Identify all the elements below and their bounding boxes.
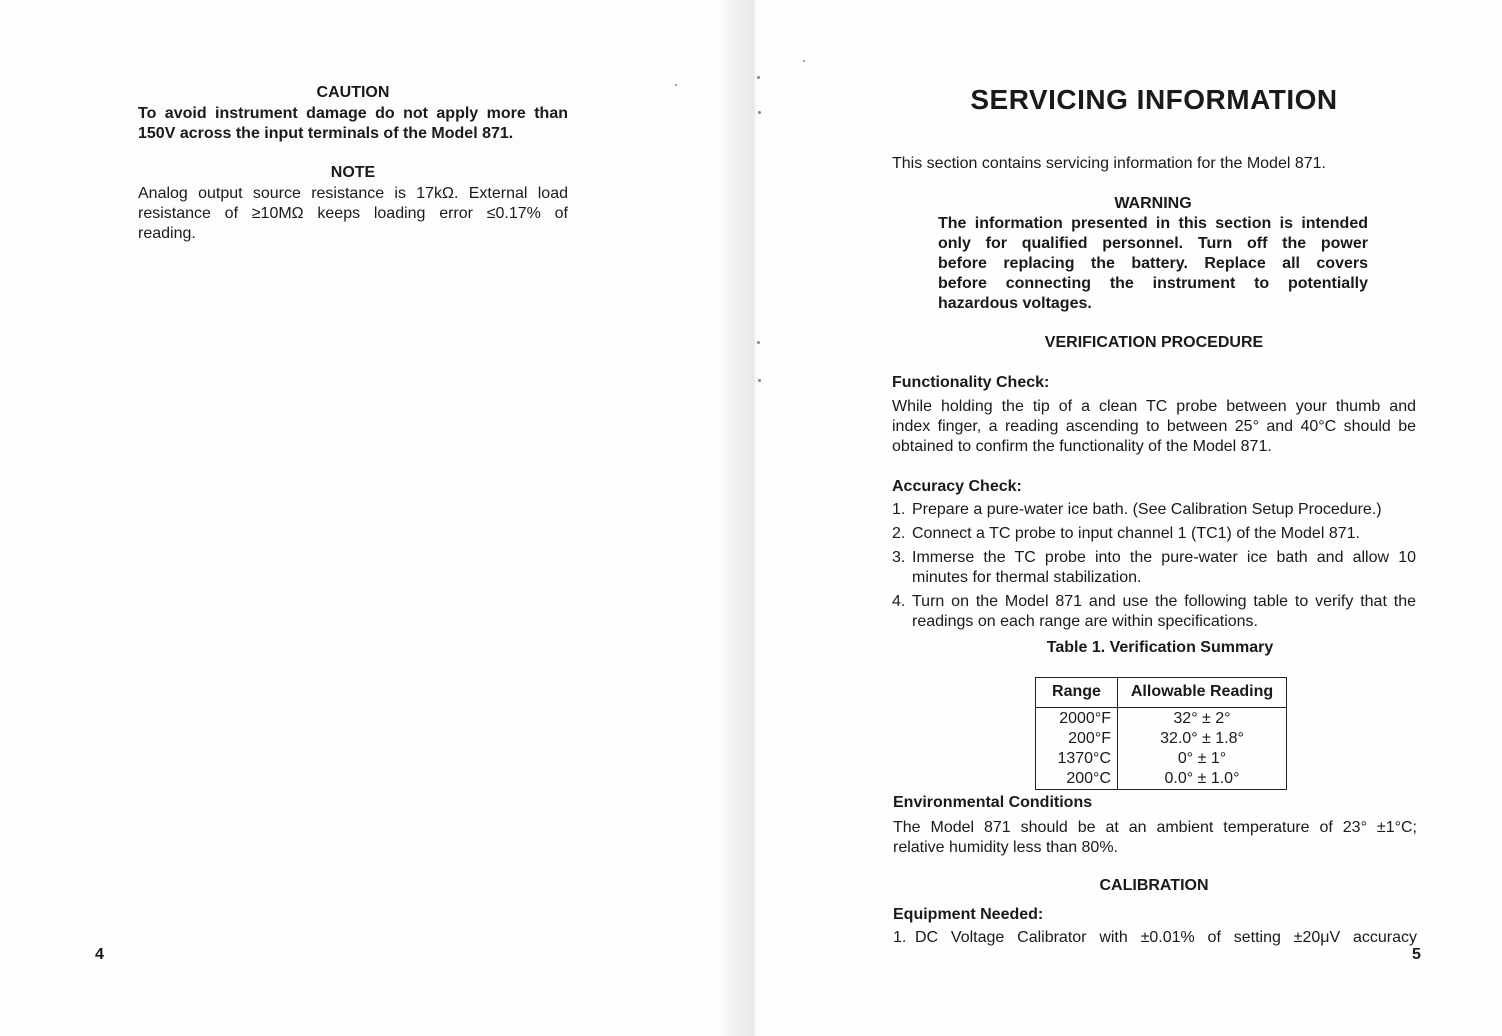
verification-heading: VERIFICATION PROCEDURE: [1044, 334, 1264, 351]
warning-line: only for qualified personnel. Turn off the power: [938, 235, 1368, 252]
step-line: minutes for thermal stabilization.: [912, 569, 1142, 586]
warning-heading: WARNING: [1114, 195, 1192, 212]
step-number: 2.: [892, 525, 906, 542]
step-line: Prepare a pure-water ice bath. (See Calibration Setup Procedure.): [912, 501, 1382, 518]
environmental-conditions-text: [893, 818, 1417, 858]
range-cell: 200°C: [1066, 770, 1111, 787]
left-page: [0, 0, 740, 1036]
verification-summary-table: [1035, 677, 1287, 790]
equipment-item-text: DC Voltage Calibrator with ±0.01% of setting ±20μV accuracy: [915, 929, 1417, 946]
step-line: Turn on the Model 871 and use the following table to verify that the: [912, 593, 1416, 610]
note-heading: NOTE: [330, 164, 376, 181]
step-number: 3.: [892, 549, 906, 566]
list-item: [892, 524, 1416, 544]
warning-line: The information presented in this section is intended: [938, 215, 1368, 232]
calibration-heading: CALIBRATION: [1099, 877, 1209, 894]
equipment-item: [893, 929, 1417, 947]
functionality-check-heading: Functionality Check:: [892, 374, 1050, 391]
functionality-line: obtained to confirm the functionality of the Model 871.: [892, 438, 1272, 455]
equipment-item-number: 1.: [893, 929, 907, 946]
page-number-right: 5: [1412, 946, 1421, 963]
functionality-line: index finger, a reading ascending to between 25° and 40°C should be: [892, 418, 1416, 435]
step-line: Immerse the TC probe into the pure-water ice bath and allow 10: [912, 549, 1416, 566]
range-cell: 2000°F: [1059, 710, 1111, 727]
equipment-needed-heading: Equipment Needed:: [893, 906, 1044, 923]
note-text: [138, 184, 568, 244]
note-line: resistance of ≥10MΩ keeps loading error ≤0.17% of: [138, 205, 568, 222]
accuracy-check-heading: Accuracy Check:: [892, 478, 1022, 495]
step-text: [912, 548, 1416, 588]
intro-text: This section contains servicing information for the Model 871.: [892, 155, 1326, 172]
page-title: SERVICING INFORMATION: [970, 84, 1338, 115]
step-number: 1.: [892, 501, 906, 518]
table-row: [1036, 770, 1286, 790]
list-item: [892, 548, 1416, 588]
caution-heading: CAUTION: [316, 84, 390, 101]
step-line: Connect a TC probe to input channel 1 (TC1) of the Model 871.: [912, 525, 1360, 542]
environmental-line: relative humidity less than 80%.: [893, 839, 1118, 856]
note-line: Analog output source resistance is 17kΩ. External load: [138, 185, 568, 202]
environmental-line: The Model 871 should be at an ambient temperature of 23° ±1°C;: [893, 819, 1417, 836]
table-row: [1036, 750, 1286, 770]
accuracy-steps-list: [892, 500, 1416, 636]
table-header-range: Range: [1052, 683, 1101, 700]
caution-line: 150V across the input terminals of the Model 871.: [138, 125, 514, 142]
warning-line: before replacing the battery. Replace all covers: [938, 255, 1368, 272]
table-header-allowable-reading: Allowable Reading: [1130, 683, 1274, 700]
functionality-check-text: [892, 397, 1416, 457]
note-line: reading.: [138, 225, 196, 242]
step-text: [912, 524, 1416, 544]
step-number: 4.: [892, 593, 906, 610]
allowable-reading-cell: 32° ± 2°: [1173, 710, 1231, 727]
environmental-conditions-heading: Environmental Conditions: [893, 794, 1093, 811]
allowable-reading-cell: 0° ± 1°: [1177, 750, 1227, 767]
page-number-left: 4: [95, 946, 104, 963]
warning-text: [938, 214, 1368, 314]
allowable-reading-cell: 32.0° ± 1.8°: [1160, 730, 1244, 747]
warning-line: hazardous voltages.: [938, 295, 1092, 312]
table-caption: Table 1. Verification Summary: [1046, 639, 1274, 656]
range-cell: 200°F: [1068, 730, 1111, 747]
list-item: [892, 592, 1416, 632]
step-text: [912, 500, 1416, 520]
range-cell: 1370°C: [1057, 750, 1111, 767]
allowable-reading-cell: 0.0° ± 1.0°: [1164, 770, 1240, 787]
step-line: readings on each range are within specifications.: [912, 613, 1258, 630]
table-row: [1036, 710, 1286, 730]
functionality-line: While holding the tip of a clean TC probe between your thumb and: [892, 398, 1416, 415]
caution-line: To avoid instrument damage do not apply more than: [138, 105, 568, 122]
table-row: [1036, 730, 1286, 750]
book-gutter: [718, 0, 764, 1036]
step-text: [912, 592, 1416, 632]
list-item: [892, 500, 1416, 520]
warning-line: before connecting the instrument to potentially: [938, 275, 1368, 292]
caution-text: [138, 104, 568, 144]
